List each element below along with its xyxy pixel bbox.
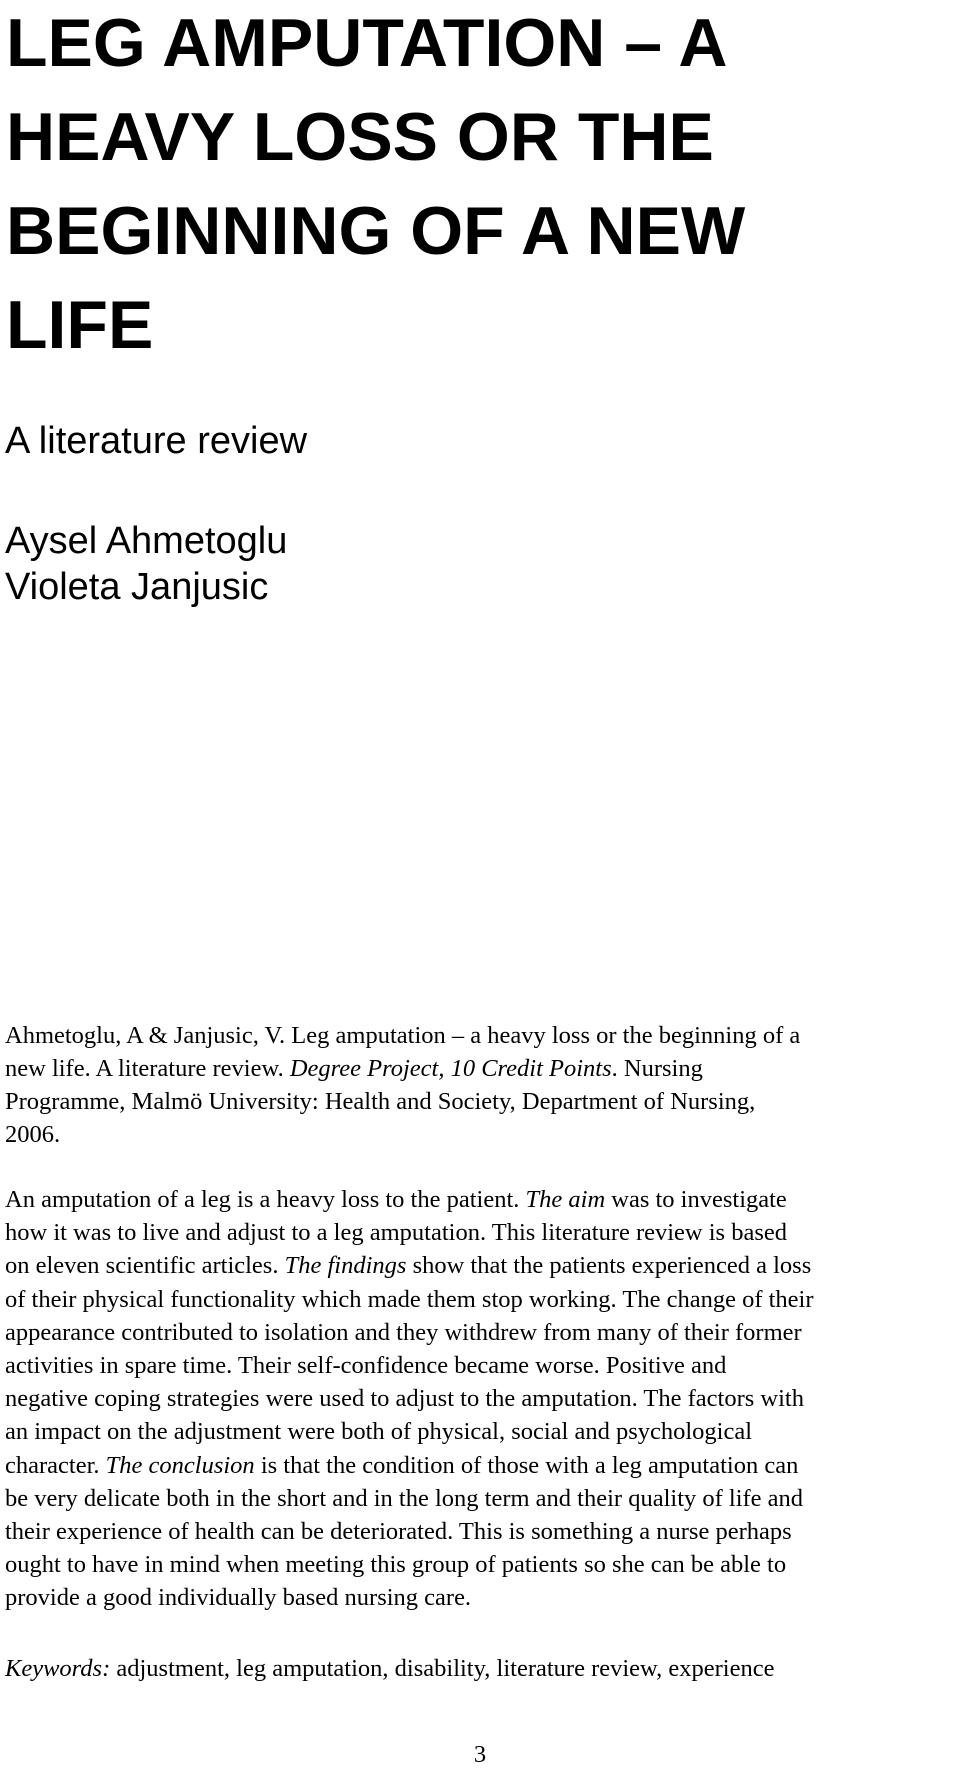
abstract-italic: The aim [525,1186,606,1213]
citation-line: 2006. [5,1121,61,1148]
abstract-line [5,1183,953,1216]
abstract-line: of their physical functionality which made them stop working. The change of their [5,1285,814,1313]
abstract-italic: The conclusion [105,1451,255,1479]
abstract-paragraph [5,1183,953,1615]
author-name: Aysel Ahmetoglu [5,520,288,562]
page-number: 3 [473,1741,487,1768]
abstract-line: be very delicate both in the short and in the long term and their quality of life and [5,1484,804,1512]
keywords-line [5,1652,953,1685]
abstract-line: an impact on the adjustment were both of physical, social and psychological [5,1418,753,1446]
abstract-line: ought to have in mind when meeting this group of patients so she can be able to [5,1551,787,1579]
citation-line [5,1052,953,1085]
citation-text: . Nursing [611,1055,703,1082]
citation-block [5,1019,953,1151]
abstract-line [5,1249,953,1282]
author-list [5,518,287,610]
citation-text: new life. A literature review. [5,1055,290,1082]
abstract-line: provide a good individually based nursing care. [5,1584,472,1612]
citation-line: Programme, Malmö University: Health and Society, Department of Nursing, [5,1088,756,1115]
abstract-line [5,1449,953,1482]
abstract-line: appearance contributed to isolation and they withdrew from many of their former [5,1318,802,1346]
abstract-italic: The findings [284,1252,407,1280]
title-line: BEGINNING OF A NEW [6,193,746,269]
abstract-line: negative coping strategies were used to adjust to the amputation. The factors with [5,1385,804,1413]
title-line: HEAVY LOSS OR THE [6,99,714,175]
abstract-text: on eleven scientific articles. [5,1252,285,1280]
keywords-label: Keywords: [5,1655,111,1682]
citation-italic: Degree Project, 10 Credit Points [289,1055,612,1082]
document-subtitle: A literature review [5,420,308,462]
keywords-text: adjustment, leg amputation, disability, literature review, experience [110,1655,775,1682]
citation-line: Ahmetoglu, A & Janjusic, V. Leg amputation – a heavy loss or the beginning of a [5,1022,801,1049]
abstract-text: is that the condition of those with a leg amputation can [254,1451,799,1479]
abstract-line: activities in spare time. Their self-confidence became worse. Positive and [5,1352,727,1380]
abstract-text: An amputation of a leg is a heavy loss to the patient. [5,1186,526,1213]
abstract-text: was to investigate [605,1186,787,1213]
document-title [6,0,946,372]
abstract-line: their experience of health can be deteriorated. This is something a nurse perhaps [5,1518,792,1546]
abstract-text: character. [5,1451,106,1479]
abstract-line: how it was to live and adjust to a leg amputation. This literature review is based [5,1219,788,1247]
title-line: LIFE [6,287,154,363]
author-name: Violeta Janjusic [5,566,269,608]
abstract-text: show that the patients experienced a loss [406,1252,812,1280]
title-line: LEG AMPUTATION – A [6,5,728,81]
